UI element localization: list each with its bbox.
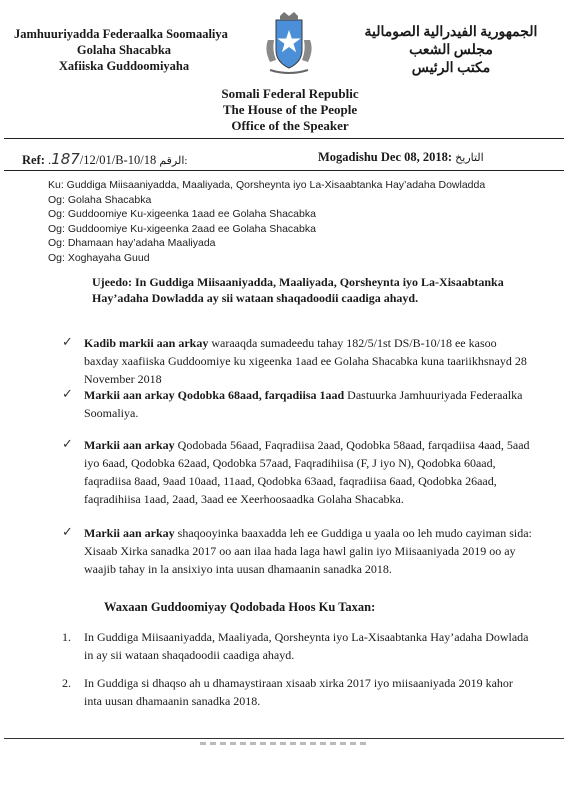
ref-arabic-label: الرقم: [159,155,188,167]
numbered-item [62,674,532,710]
footer-divider [4,738,564,739]
header-line: مجلس الشعب [409,43,493,58]
paragraph-lead: Kadib markii aan arkay [84,336,209,350]
header-line: Jamhuuriyadda Federaalka Soomaaliya [14,27,228,41]
header-somali [14,26,234,74]
header-english [170,86,410,134]
item-text: In Guddiga Miisaaniyadda, Maaliyada, Qorsheynta iyo La-Xisaabtanka Hay’adaha Dowlada in ay sii wataan shaqadoodii caadiga ahayd. [84,630,529,662]
paragraph-text: Dastuurka Jamhuuriyada Federaalka Soomaliya. [84,388,523,420]
date-text: Mogadishu Dec 08, 2018: [318,150,453,164]
date-arabic-label: التاريخ [455,152,484,164]
header-divider [4,138,564,139]
paragraph-lead: Markii aan arkay [84,526,175,540]
subject-line: Ujeedo: In Guddiga Miisaaniyadda, Maaliyada, Qorsheynta iyo La-Xisaabtanka Hay’adaha Dowladda ay sii wataan shaqadoodii caadiga ahayd. [92,275,504,305]
ref-divider [4,170,564,171]
ref-number-rest: /12/01/B-10/18 [79,153,157,167]
ref-label: Ref: [22,153,45,167]
item-number: 2. [62,676,71,690]
checkmark-icon: ✓ [62,387,73,402]
paragraph-text: Qodobada 56aad, Faqradiisa 2aad, Qodobka 58aad, farqadiisa 4aad, 5aad iyo 6aad, Qodobka 62aad, Qodobka 57aad, Faqradihiisa (F, J iyo N), Qodobka 60aad, faqradiisa 8aad, 9aad 10aad, 11aad, Qodobka 63aad, faqradiisa 6aad, Qodobka 26aad, faqradihiisa 1aad, 2aad, 3aad ee Xeerhoosaadka Golaha Shacabka. [84,438,530,506]
section-heading: Waxaan Guddoomiyay Qodobada Hoos Ku Taxan: [104,600,376,614]
addressee-list [48,178,485,266]
header-line: مكتب الرئيس [411,61,491,76]
checkmark-icon: ✓ [62,525,73,540]
ref-handwritten-number: 187 [51,150,80,168]
item-number: 1. [62,630,71,644]
addressee-item: Og: Xoghayaha Guud [48,251,150,264]
check-paragraph [62,436,534,508]
checkmark-icon: ✓ [62,437,73,452]
paragraph-lead: Markii aan arkay Qodobka 68aad, farqadiisa 1aad [84,388,345,402]
checkmark-icon: ✓ [62,335,73,350]
paragraph-text: shaqooyinka baaxadda leh ee Guddiga u yaala oo leh mudo cayiman sida: Xisaab Xirka sanadka 2017 oo aan ilaa hada laga hawl galin iyo Miisaaniyada 2019 oo ay waajib tahay in la ansixiyo inta uusan dhamaanin sanadka 2018. [84,526,532,576]
header-line: Golaha Shacabka [76,43,172,57]
addressee-item: Og: Guddoomiye Ku-xigeenka 2aad ee Golaha Shacabka [48,222,316,235]
addressee-item: Og: Golaha Shacabka [48,193,152,206]
item-text: In Guddiga si dhaqso ah u dhamaystiraan xisaab xirka 2017 iyo miisaaniyada 2019 kahor inta uusan dhamaanin sanadka 2018. [84,676,513,708]
addressee-item: Ku: Guddiga Miisaaniyadda, Maaliyada, Qorsheynta iyo La-Xisaabtanka Hay’adaha Dowladda [48,179,486,191]
paragraph-text: waraaqda sumadeedu tahay 182/5/1st DS/B-10/18 ee kasoo baxday xaafiiska Guddoomiye ku xigeenka 1aad ee Golaha Shacabka kuna taariikhsnayd 28 November 2018 [84,336,527,386]
numbered-item [62,628,532,664]
reference-line: Ref: .187/12/01/B-10/18 الرقم: [22,150,188,168]
header-arabic [356,24,546,78]
addressee-item: Og: Guddoomiye Ku-xigeenka 1aad ee Golaha Shacabka [48,208,316,221]
coat-of-arms-seal [262,10,316,78]
addressee-item: Og: Dhamaan hay’adaha Maaliyada [48,237,216,250]
footer-faint-text [200,742,370,745]
paragraph-lead: Markii aan arkay [84,438,175,452]
header-line: الجمهورية الفيدرالية الصومالية [364,25,538,40]
header-line: Xafiiska Guddoomiyaha [58,59,190,73]
check-paragraph [62,334,534,388]
header-line: Somali Federal Republic [221,86,359,101]
check-paragraph [62,524,534,578]
header-line: The House of the People [222,102,358,117]
date-line [318,150,484,165]
check-paragraph [62,386,534,422]
header-line: Office of the Speaker [231,118,349,133]
